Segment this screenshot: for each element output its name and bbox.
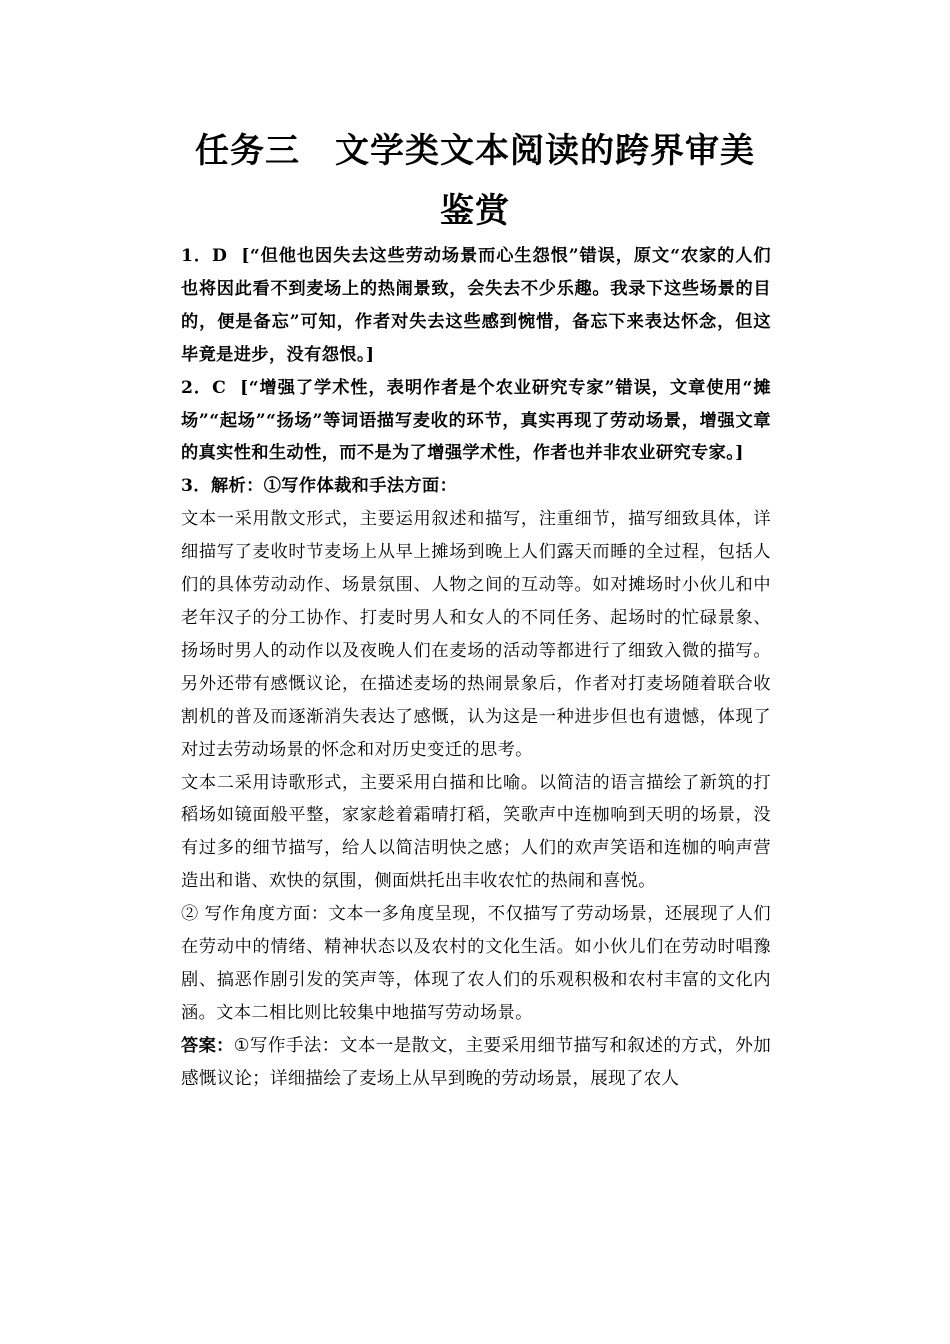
question-3-number: 3．: [181, 476, 211, 497]
analysis-label: 解析：: [210, 476, 264, 497]
analysis-paragraph-1: 文本一采用散文形式，主要运用叙述和描写，注重细节，描写细致具体，详细描写了麦收时节麦场上从早上摊场到晚上人们露天而睡的全过程，包括人们的具体劳动动作、场景氛围、人物之间的互动等。如对摊场时小伙儿和中老年汉子的分工协作、打麦时男人和女人的不同任务、起场时的忙碌景象、扬场时男人的动作以及夜晚人们在麦场的活动等都进行了细致入微的描写。另外还带有感慨议论，在描述麦场的热闹景象后，作者对打麦场随着联合收割机的普及而逐渐消失表达了感慨，认为这是一种进步但也有遗憾，体现了对过去劳动场景的怀念和对历史变迁的思考。: [181, 509, 771, 760]
page-title-line-2: 鉴赏: [440, 191, 510, 231]
analysis-paragraph-2: 文本二采用诗歌形式，主要采用白描和比喻。以简洁的语言描绘了新筑的打稻场如镜面般平整，家家趁着霜晴打稻，笑歌声中连枷响到天明的场景，没有过多的细节描写，给人以简洁明快之感；人们的欢声笑语和连枷的响声营造出和谐、欢快的氛围，侧面烘托出丰收农忙的热闹和喜悦。: [181, 772, 771, 892]
question-1: [181, 240, 771, 372]
question-2-explanation: [“增强了学术性，表明作者是个农业研究专家”错误，文章使用“摊场”“起场”“扬场”等词语描写麦收的环节，真实再现了劳动场景，增强文章的真实性和生动性，而不是为了增强学术性，作者也并非农业研究专家。]: [181, 377, 771, 464]
question-1-number: 1．D: [181, 246, 228, 266]
answer-label: 答案：: [181, 1035, 234, 1056]
question-2-number: 2．C: [181, 377, 227, 398]
analysis-point-1-heading: ①写作体裁和手法方面：: [263, 476, 458, 497]
question-2: [181, 372, 771, 471]
page-title-line-1: 任务三 文学类文本阅读的跨界审美: [195, 131, 755, 171]
analysis-paragraph-3: ② 写作角度方面：文本一多角度呈现，不仅描写了劳动场景，还展现了人们在劳动中的情绪、精神状态以及农村的文化生活。如小伙儿们在劳动时唱豫剧、搞恶作剧引发的笑声等，体现了农人们的乐观积极和农村丰富的文化内涵。文本二相比则比较集中地描写劳动场景。: [181, 904, 771, 1023]
answer-body: [181, 240, 771, 1096]
answer-text: ①写作手法：文本一是散文，主要采用细节描写和叙述的方式，外加感慨议论；详细描绘了麦场上从早到晚的劳动场景，展现了农人: [181, 1035, 771, 1089]
question-3-heading: [181, 470, 771, 503]
question-1-explanation: [“但他也因失去这些劳动场景而心生怨恨”错误，原文“农家的人们也将因此看不到麦场上的热闹景致，会失去不少乐趣。我录下这些场景的目的，便是备忘”可知，作者对失去这些感到惋惜，备忘下来表达怀念，但这毕竟是进步，没有怨恨。]: [181, 246, 771, 365]
answer-paragraph: [181, 1030, 771, 1096]
